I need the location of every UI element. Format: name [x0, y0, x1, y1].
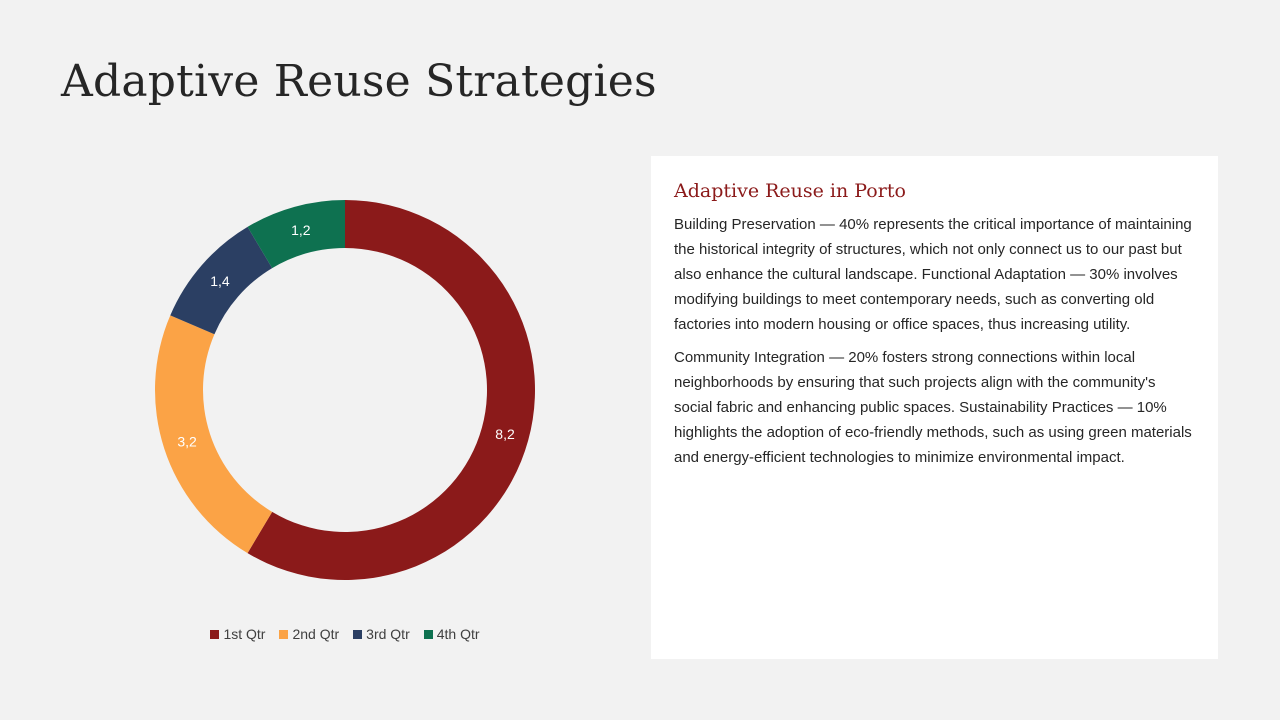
legend-label-2: 2nd Qtr	[292, 626, 340, 642]
legend-swatch-2	[279, 630, 288, 639]
legend-swatch-3	[353, 630, 362, 639]
legend-item-4	[424, 626, 480, 642]
doughnut-slice-2	[155, 315, 272, 553]
slide-title: Adaptive Reuse Strategies	[61, 56, 657, 107]
legend-swatch-4	[424, 630, 433, 639]
info-card	[651, 156, 1218, 659]
card-paragraph-1: Building Preservation — 40% represents the critical importance of maintaining the historical integrity of structures, which not only connect us to our past but also enhance the cultural landscape. Functional Adaptation — 30% involves modifying buildings to meet contemporary needs, such as converting old factories into modern housing or office spaces, thus increasing utility.	[674, 216, 1192, 333]
data-label-3: 1,4	[210, 272, 230, 289]
legend-item-2	[279, 626, 339, 642]
chart-legend	[60, 626, 630, 642]
legend-label-3: 3rd Qtr	[366, 626, 410, 642]
data-label-2: 3,2	[177, 433, 197, 450]
legend-item-3	[353, 626, 410, 642]
doughnut-chart-svg	[60, 160, 630, 620]
legend-label-1: 1st Qtr	[223, 626, 266, 642]
card-title: Adaptive Reuse in Porto	[674, 180, 906, 202]
doughnut-chart	[60, 160, 630, 660]
data-label-1: 8,2	[495, 426, 515, 443]
data-label-4: 1,2	[291, 221, 311, 238]
card-paragraph-2: Community Integration — 20% fosters strong connections within local neighborhoods by ensuring that such projects align with the community's social fabric and enhancing public spaces. Sustainability Practices — 10% highlights the adoption of eco-friendly methods, such as using green materials and energy-efficient technologies to minimize environmental impact.	[674, 349, 1192, 466]
legend-label-4: 4th Qtr	[436, 626, 480, 642]
legend-swatch-1	[210, 630, 219, 639]
legend-item-1	[210, 626, 265, 642]
